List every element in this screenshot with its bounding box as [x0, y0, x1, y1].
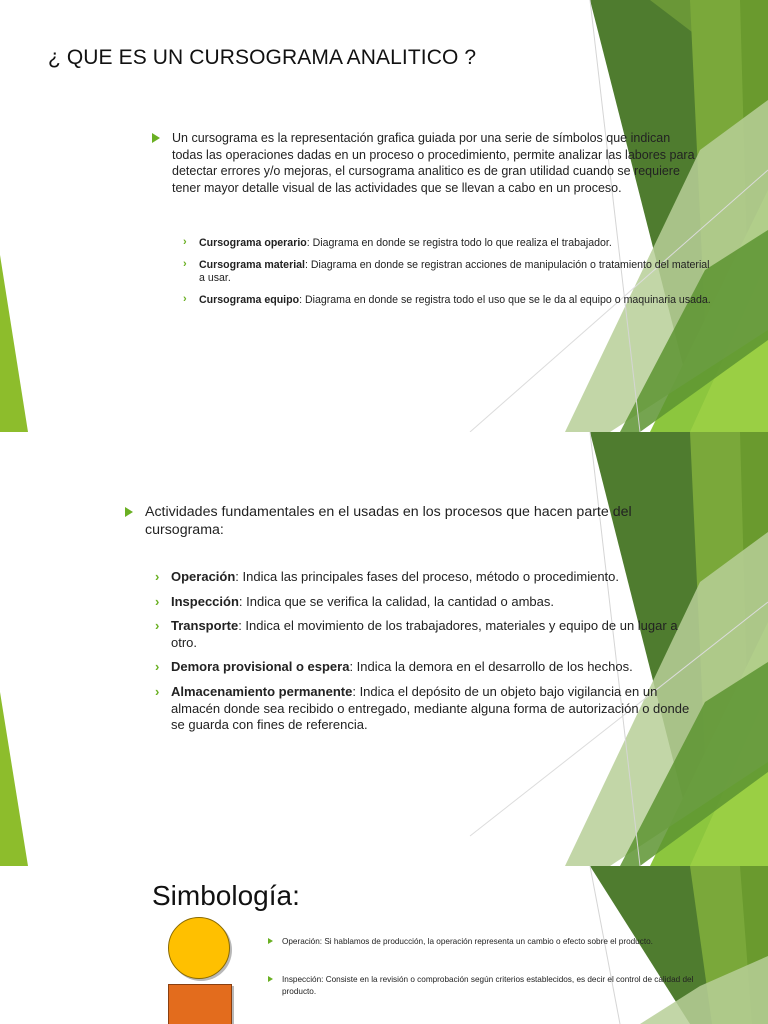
list-item — [155, 659, 695, 676]
slide-2-intro-list — [125, 504, 685, 539]
item-text: : Diagrama en donde se registra todo el uso que se le da al equipo o maquinaria usada. — [299, 293, 711, 306]
chevron-right-icon: › — [155, 593, 160, 609]
item-text: : Diagrama en donde se registran acciones de manipulación o tratamiento del material a usar. — [199, 258, 710, 285]
list-item — [183, 259, 713, 286]
chevron-right-icon: › — [183, 236, 187, 248]
slide-1-title: ¿ QUE ES UN CURSOGRAMA ANALITICO ? — [48, 46, 477, 69]
item-term: Operación — [171, 569, 236, 584]
list-item — [268, 974, 718, 998]
chevron-right-icon: › — [183, 257, 187, 270]
item-term: Demora provisional o espera — [171, 659, 350, 675]
chevron-right-icon: › — [155, 683, 160, 699]
item-text: : Indica las principales fases del proceso, método o procedimiento. — [235, 569, 620, 584]
list-item — [152, 130, 697, 196]
chevron-right-icon: › — [183, 292, 187, 305]
item-term: Cursograma operario — [199, 237, 307, 249]
inspection-symbol-square — [168, 984, 232, 1024]
cursograma-types-list — [183, 237, 713, 315]
list-item — [183, 237, 713, 251]
operation-symbol-circle — [168, 917, 230, 979]
item-text: : Indica la demora en el desarrollo de los hechos. — [349, 659, 633, 675]
item-term: Cursograma equipo — [199, 293, 300, 306]
list-item — [155, 618, 695, 651]
chevron-right-icon: › — [155, 618, 160, 634]
slide-1-intro-list — [152, 130, 697, 196]
item-text: : Diagrama en donde se registra todo lo que realiza el trabajador. — [306, 237, 612, 249]
activities-list — [155, 569, 695, 742]
bullet-triangle-icon — [268, 938, 273, 944]
list-item — [155, 569, 695, 586]
bullet-triangle-icon — [125, 507, 133, 517]
list-item — [155, 684, 695, 734]
item-text: : Indica que se verifica la calidad, la cantidad o ambas. — [238, 593, 554, 609]
chevron-right-icon: › — [155, 659, 160, 675]
bullet-triangle-icon — [152, 133, 160, 143]
item-term: Cursograma material — [199, 258, 305, 271]
intro-text: Actividades fundamentales en el usadas en los procesos que hacen parte del cursograma: — [145, 504, 632, 538]
item-term: Almacenamiento permanente — [171, 683, 353, 699]
list-item — [268, 936, 718, 948]
item-text: Inspección: Consiste en la revisión o comprobación según criterios establecidos, es decir el control de calidad del producto. — [282, 975, 694, 996]
item-text: : Indica el movimiento de los trabajadores, materiales y equipo de un lugar a otro. — [171, 618, 678, 650]
symbology-list — [268, 936, 718, 1024]
item-term: Transporte — [171, 618, 239, 634]
item-term: Inspección — [171, 593, 239, 609]
slide-1 — [0, 0, 768, 432]
list-item — [183, 294, 713, 308]
list-item — [125, 504, 685, 539]
slide-3-title: Simbología: — [152, 880, 300, 911]
item-text: Operación: Si hablamos de producción, la operación representa un cambio o efecto sobre el producto. — [282, 937, 653, 946]
list-item — [155, 594, 695, 611]
chevron-right-icon: › — [155, 569, 160, 584]
slide-3 — [0, 866, 768, 1024]
intro-text: Un cursograma es la representación grafica guiada por una serie de símbolos que indican todas las operaciones dadas en un proceso o procedimiento, permite analizar las labores para detectar errores y/o mejoras, el cursograma analitico es de gran utilidad cuando se requiere tener mayor detalle visual de las actividades que se llevan a cabo en un proceso. — [172, 131, 695, 195]
bullet-triangle-icon — [268, 976, 273, 982]
item-text: : Indica el depósito de un objeto bajo vigilancia en un almacén donde sea recibido o entregado, mediante alguna forma de autorización o donde se guarda con fines de referencia. — [171, 683, 690, 733]
